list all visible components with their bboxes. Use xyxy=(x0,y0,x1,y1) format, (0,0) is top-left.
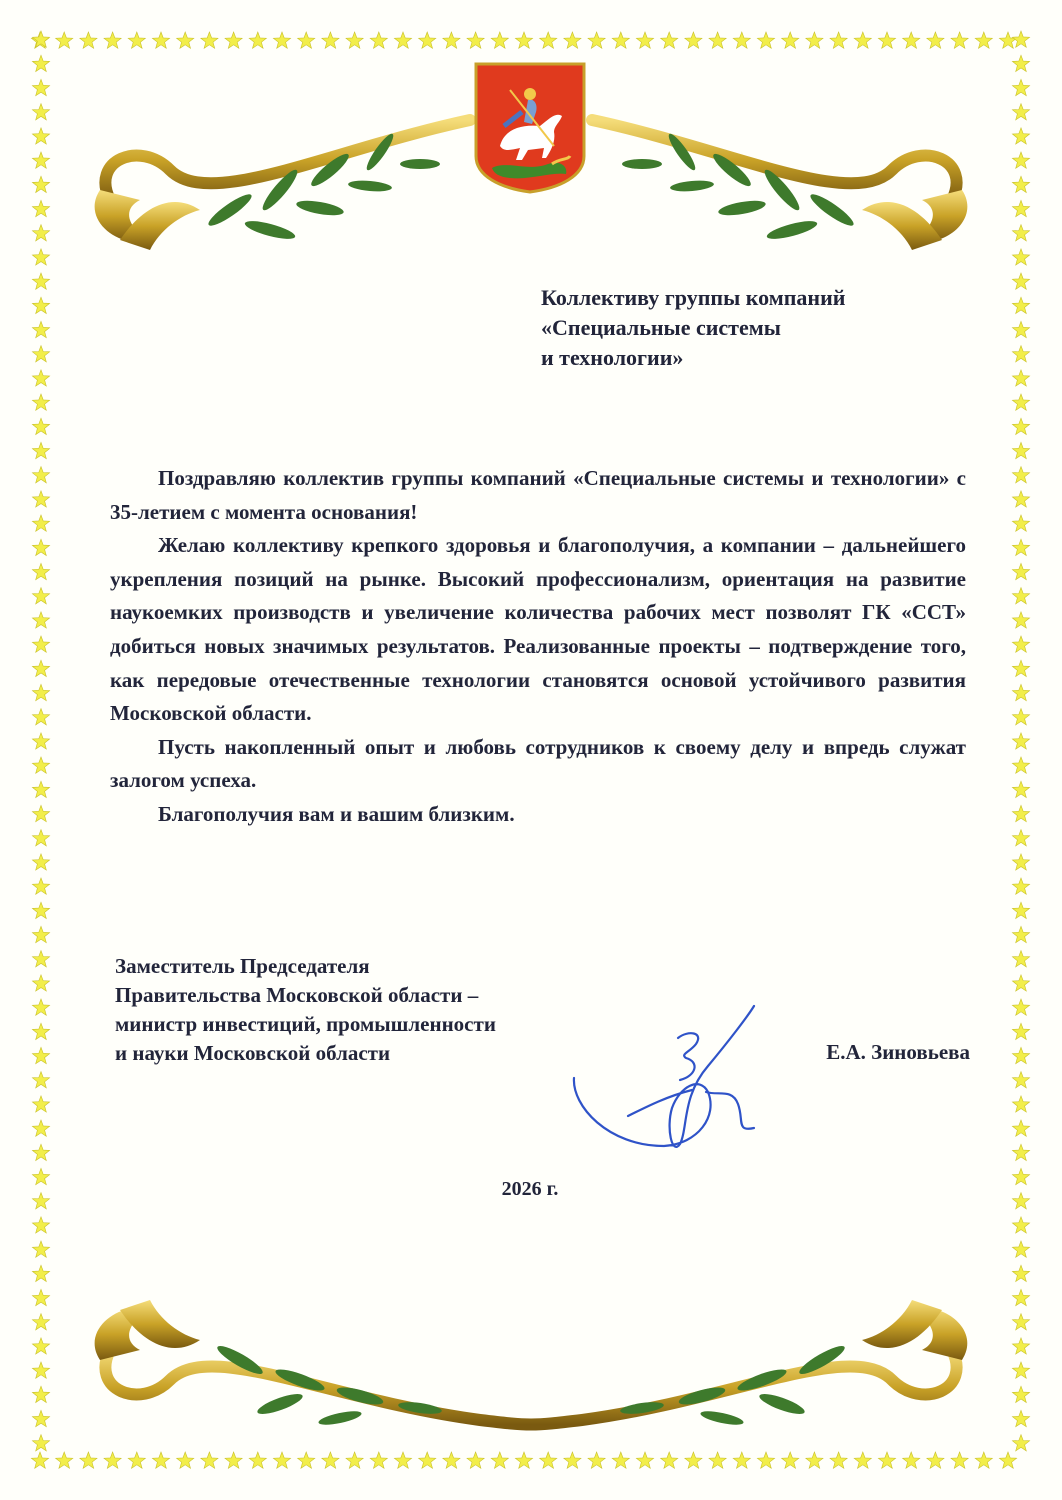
border-star-icon xyxy=(32,128,49,144)
border-star-icon xyxy=(32,491,49,507)
border-star-icon xyxy=(32,660,49,676)
border-star-icon xyxy=(878,32,895,48)
border-star-icon xyxy=(1012,1338,1029,1354)
border-star-icon xyxy=(370,1452,387,1468)
border-star-icon xyxy=(32,539,49,555)
border-star-icon xyxy=(1012,128,1029,144)
border-star-icon xyxy=(757,1452,774,1468)
border-star-icon xyxy=(32,1289,49,1305)
border-star-icon xyxy=(1012,612,1029,628)
border-star-icon xyxy=(975,32,992,48)
letter-body xyxy=(110,462,966,832)
border-star-icon xyxy=(346,1452,363,1468)
addressee-line: «Специальные системы xyxy=(541,315,781,340)
border-star-icon xyxy=(32,854,49,870)
border-star-icon xyxy=(32,225,49,241)
border-star-icon xyxy=(1012,225,1029,241)
border-star-icon xyxy=(1012,975,1029,991)
star-border-left xyxy=(28,28,54,1472)
border-star-icon xyxy=(273,1452,290,1468)
border-star-icon xyxy=(32,1193,49,1209)
border-star-icon xyxy=(1012,1289,1029,1305)
border-star-icon xyxy=(32,200,49,216)
border-star-icon xyxy=(1012,418,1029,434)
border-star-icon xyxy=(661,1452,678,1468)
border-star-icon xyxy=(830,1452,847,1468)
border-star-icon xyxy=(370,32,387,48)
addressee-line: и технологии» xyxy=(541,345,684,370)
border-star-icon xyxy=(32,104,49,120)
star-border-top xyxy=(28,28,1034,54)
border-star-icon xyxy=(1012,1096,1029,1112)
moscow-oblast-coat-of-arms-icon xyxy=(470,60,590,194)
border-star-icon xyxy=(32,878,49,894)
gold-laurel-ornament-bottom xyxy=(80,1300,982,1450)
border-star-icon xyxy=(1012,152,1029,168)
border-star-icon xyxy=(32,1047,49,1063)
star-border-right xyxy=(1008,28,1034,1472)
border-star-icon xyxy=(1012,1193,1029,1209)
border-star-icon xyxy=(1012,273,1029,289)
border-star-icon xyxy=(975,1452,992,1468)
border-star-icon xyxy=(298,32,315,48)
border-star-icon xyxy=(1012,1047,1029,1063)
border-star-icon xyxy=(32,31,49,47)
border-star-icon xyxy=(1012,709,1029,725)
border-star-icon xyxy=(32,1144,49,1160)
border-star-icon xyxy=(273,32,290,48)
border-star-icon xyxy=(80,1452,97,1468)
border-star-icon xyxy=(515,1452,532,1468)
border-star-icon xyxy=(32,902,49,918)
border-star-icon xyxy=(685,32,702,48)
border-star-icon xyxy=(32,563,49,579)
border-star-icon xyxy=(612,1452,629,1468)
border-star-icon xyxy=(661,32,678,48)
border-star-icon xyxy=(32,1168,49,1184)
border-star-icon xyxy=(32,1362,49,1378)
border-star-icon xyxy=(394,1452,411,1468)
border-star-icon xyxy=(32,1217,49,1233)
border-star-icon xyxy=(588,1452,605,1468)
border-star-icon xyxy=(1012,1265,1029,1281)
border-star-icon xyxy=(1012,1144,1029,1160)
border-star-icon xyxy=(1012,104,1029,120)
border-star-icon xyxy=(1012,1410,1029,1426)
border-star-icon xyxy=(1012,1120,1029,1136)
border-star-icon xyxy=(32,636,49,652)
border-star-icon xyxy=(1012,370,1029,386)
border-star-icon xyxy=(540,1452,557,1468)
border-star-icon xyxy=(32,830,49,846)
border-star-icon xyxy=(104,1452,121,1468)
border-star-icon xyxy=(32,1241,49,1257)
border-star-icon xyxy=(32,55,49,71)
border-star-icon xyxy=(152,32,169,48)
border-star-icon xyxy=(1012,878,1029,894)
border-star-icon xyxy=(467,32,484,48)
border-star-icon xyxy=(1012,781,1029,797)
border-star-icon xyxy=(56,1452,73,1468)
star-border-bottom xyxy=(28,1448,1034,1474)
border-star-icon xyxy=(322,1452,339,1468)
border-star-icon xyxy=(1012,1386,1029,1402)
border-star-icon xyxy=(806,1452,823,1468)
border-star-icon xyxy=(733,32,750,48)
border-star-icon xyxy=(32,1435,49,1451)
border-star-icon xyxy=(1012,1241,1029,1257)
border-star-icon xyxy=(32,176,49,192)
border-star-icon xyxy=(1012,297,1029,313)
border-star-icon xyxy=(1012,926,1029,942)
border-star-icon xyxy=(1012,1072,1029,1088)
border-star-icon xyxy=(1012,1168,1029,1184)
border-star-icon xyxy=(128,32,145,48)
border-star-icon xyxy=(394,32,411,48)
border-star-icon xyxy=(177,1452,194,1468)
addressee-line: Коллективу группы компаний xyxy=(541,285,846,310)
border-star-icon xyxy=(1012,515,1029,531)
border-star-icon xyxy=(32,1338,49,1354)
border-star-icon xyxy=(927,1452,944,1468)
addressee-block xyxy=(541,283,981,373)
border-star-icon xyxy=(1012,249,1029,265)
border-star-icon xyxy=(1012,563,1029,579)
border-star-icon xyxy=(1012,684,1029,700)
border-star-icon xyxy=(32,273,49,289)
border-star-icon xyxy=(1012,346,1029,362)
border-star-icon xyxy=(1012,757,1029,773)
border-star-icon xyxy=(588,32,605,48)
border-star-icon xyxy=(927,32,944,48)
border-star-icon xyxy=(32,733,49,749)
border-star-icon xyxy=(1012,1217,1029,1233)
border-star-icon xyxy=(32,926,49,942)
signatory-position xyxy=(115,952,585,1068)
border-star-icon xyxy=(709,32,726,48)
border-star-icon xyxy=(1012,636,1029,652)
border-star-icon xyxy=(32,321,49,337)
border-star-icon xyxy=(32,1314,49,1330)
body-paragraph: Пусть накопленный опыт и любовь сотрудников к своему делу и впредь служат залогом успеха. xyxy=(110,734,966,793)
border-star-icon xyxy=(1012,55,1029,71)
border-star-icon xyxy=(322,32,339,48)
border-star-icon xyxy=(564,1452,581,1468)
border-star-icon xyxy=(1012,830,1029,846)
border-star-icon xyxy=(854,32,871,48)
border-star-icon xyxy=(225,1452,242,1468)
border-star-icon xyxy=(32,781,49,797)
border-star-icon xyxy=(32,1386,49,1402)
border-star-icon xyxy=(1012,1314,1029,1330)
border-star-icon xyxy=(1012,31,1029,47)
border-star-icon xyxy=(346,32,363,48)
border-star-icon xyxy=(1012,902,1029,918)
border-star-icon xyxy=(32,1023,49,1039)
border-star-icon xyxy=(1012,999,1029,1015)
border-star-icon xyxy=(1012,491,1029,507)
border-star-icon xyxy=(32,1410,49,1426)
border-star-icon xyxy=(1012,805,1029,821)
border-star-icon xyxy=(1012,321,1029,337)
border-star-icon xyxy=(32,297,49,313)
border-star-icon xyxy=(951,32,968,48)
border-star-icon xyxy=(782,32,799,48)
letter-year: 2026 г. xyxy=(501,1178,559,1200)
border-star-icon xyxy=(32,999,49,1015)
border-star-icon xyxy=(443,32,460,48)
border-star-icon xyxy=(491,1452,508,1468)
border-star-icon xyxy=(1012,467,1029,483)
body-paragraph: Поздравляю коллектив группы компаний «Специальные системы и технологии» с 35-летием с момента основания! xyxy=(110,466,966,524)
border-star-icon xyxy=(757,32,774,48)
border-star-icon xyxy=(32,79,49,95)
border-star-icon xyxy=(419,32,436,48)
border-star-icon xyxy=(32,515,49,531)
border-star-icon xyxy=(32,418,49,434)
border-star-icon xyxy=(298,1452,315,1468)
border-star-icon xyxy=(636,32,653,48)
border-star-icon xyxy=(201,1452,218,1468)
border-star-icon xyxy=(1012,588,1029,604)
body-paragraph: Желаю коллективу крепкого здоровья и благополучия, а компании – дальнейшего укрепления позиций на рынке. Высокий профессионализм, ориентация на развитие наукоемких производств и увеличение количества рабочих мест позволят ГК «ССТ» добиться новых значимых результатов. Реализованные проекты – подтверждение того, как передовые отечественные технологии становятся основой устойчивого развития Московской области. xyxy=(110,533,966,726)
border-star-icon xyxy=(540,32,557,48)
border-star-icon xyxy=(201,32,218,48)
border-star-icon xyxy=(951,1452,968,1468)
border-star-icon xyxy=(152,1452,169,1468)
border-star-icon xyxy=(1012,1435,1029,1451)
border-star-icon xyxy=(32,757,49,773)
border-star-icon xyxy=(1012,442,1029,458)
border-star-icon xyxy=(854,1452,871,1468)
handwritten-signature xyxy=(568,996,778,1166)
border-star-icon xyxy=(1012,1023,1029,1039)
border-star-icon xyxy=(1012,1362,1029,1378)
border-star-icon xyxy=(878,1452,895,1468)
border-star-icon xyxy=(1012,394,1029,410)
border-star-icon xyxy=(1012,539,1029,555)
border-star-icon xyxy=(32,588,49,604)
border-star-icon xyxy=(249,1452,266,1468)
position-line: министр инвестиций, промышленности xyxy=(115,1012,496,1036)
border-star-icon xyxy=(32,394,49,410)
border-star-icon xyxy=(32,1120,49,1136)
border-star-icon xyxy=(419,1452,436,1468)
border-star-icon xyxy=(685,1452,702,1468)
border-star-icon xyxy=(32,1096,49,1112)
border-star-icon xyxy=(443,1452,460,1468)
signatory-name: Е.А. Зиновьева xyxy=(826,1040,970,1064)
border-star-icon xyxy=(32,152,49,168)
border-star-icon xyxy=(225,32,242,48)
border-star-icon xyxy=(1012,176,1029,192)
border-star-icon xyxy=(32,951,49,967)
border-star-icon xyxy=(32,467,49,483)
border-star-icon xyxy=(32,249,49,265)
border-star-icon xyxy=(1012,200,1029,216)
border-star-icon xyxy=(1012,951,1029,967)
border-star-icon xyxy=(636,1452,653,1468)
border-star-icon xyxy=(515,32,532,48)
border-star-icon xyxy=(128,1452,145,1468)
border-star-icon xyxy=(709,1452,726,1468)
border-star-icon xyxy=(903,1452,920,1468)
border-star-icon xyxy=(32,346,49,362)
border-star-icon xyxy=(32,975,49,991)
border-star-icon xyxy=(491,32,508,48)
border-star-icon xyxy=(32,805,49,821)
border-star-icon xyxy=(32,684,49,700)
border-star-icon xyxy=(564,32,581,48)
border-star-icon xyxy=(249,32,266,48)
border-star-icon xyxy=(467,1452,484,1468)
border-star-icon xyxy=(177,32,194,48)
border-star-icon xyxy=(32,442,49,458)
border-star-icon xyxy=(830,32,847,48)
position-line: Правительства Московской области – xyxy=(115,983,479,1007)
border-star-icon xyxy=(32,370,49,386)
border-star-icon xyxy=(104,32,121,48)
border-star-icon xyxy=(56,32,73,48)
border-star-icon xyxy=(782,1452,799,1468)
border-star-icon xyxy=(1012,660,1029,676)
position-line: и науки Московской области xyxy=(115,1041,391,1065)
border-star-icon xyxy=(806,32,823,48)
border-star-icon xyxy=(32,612,49,628)
border-star-icon xyxy=(1012,854,1029,870)
border-star-icon xyxy=(733,1452,750,1468)
border-star-icon xyxy=(32,709,49,725)
border-star-icon xyxy=(32,1265,49,1281)
border-star-icon xyxy=(903,32,920,48)
border-star-icon xyxy=(612,32,629,48)
border-star-icon xyxy=(80,32,97,48)
body-paragraph: Благополучия вам и вашим близким. xyxy=(158,801,515,826)
border-star-icon xyxy=(32,1072,49,1088)
position-line: Заместитель Председателя xyxy=(115,954,370,978)
border-star-icon xyxy=(1012,733,1029,749)
border-star-icon xyxy=(1012,79,1029,95)
